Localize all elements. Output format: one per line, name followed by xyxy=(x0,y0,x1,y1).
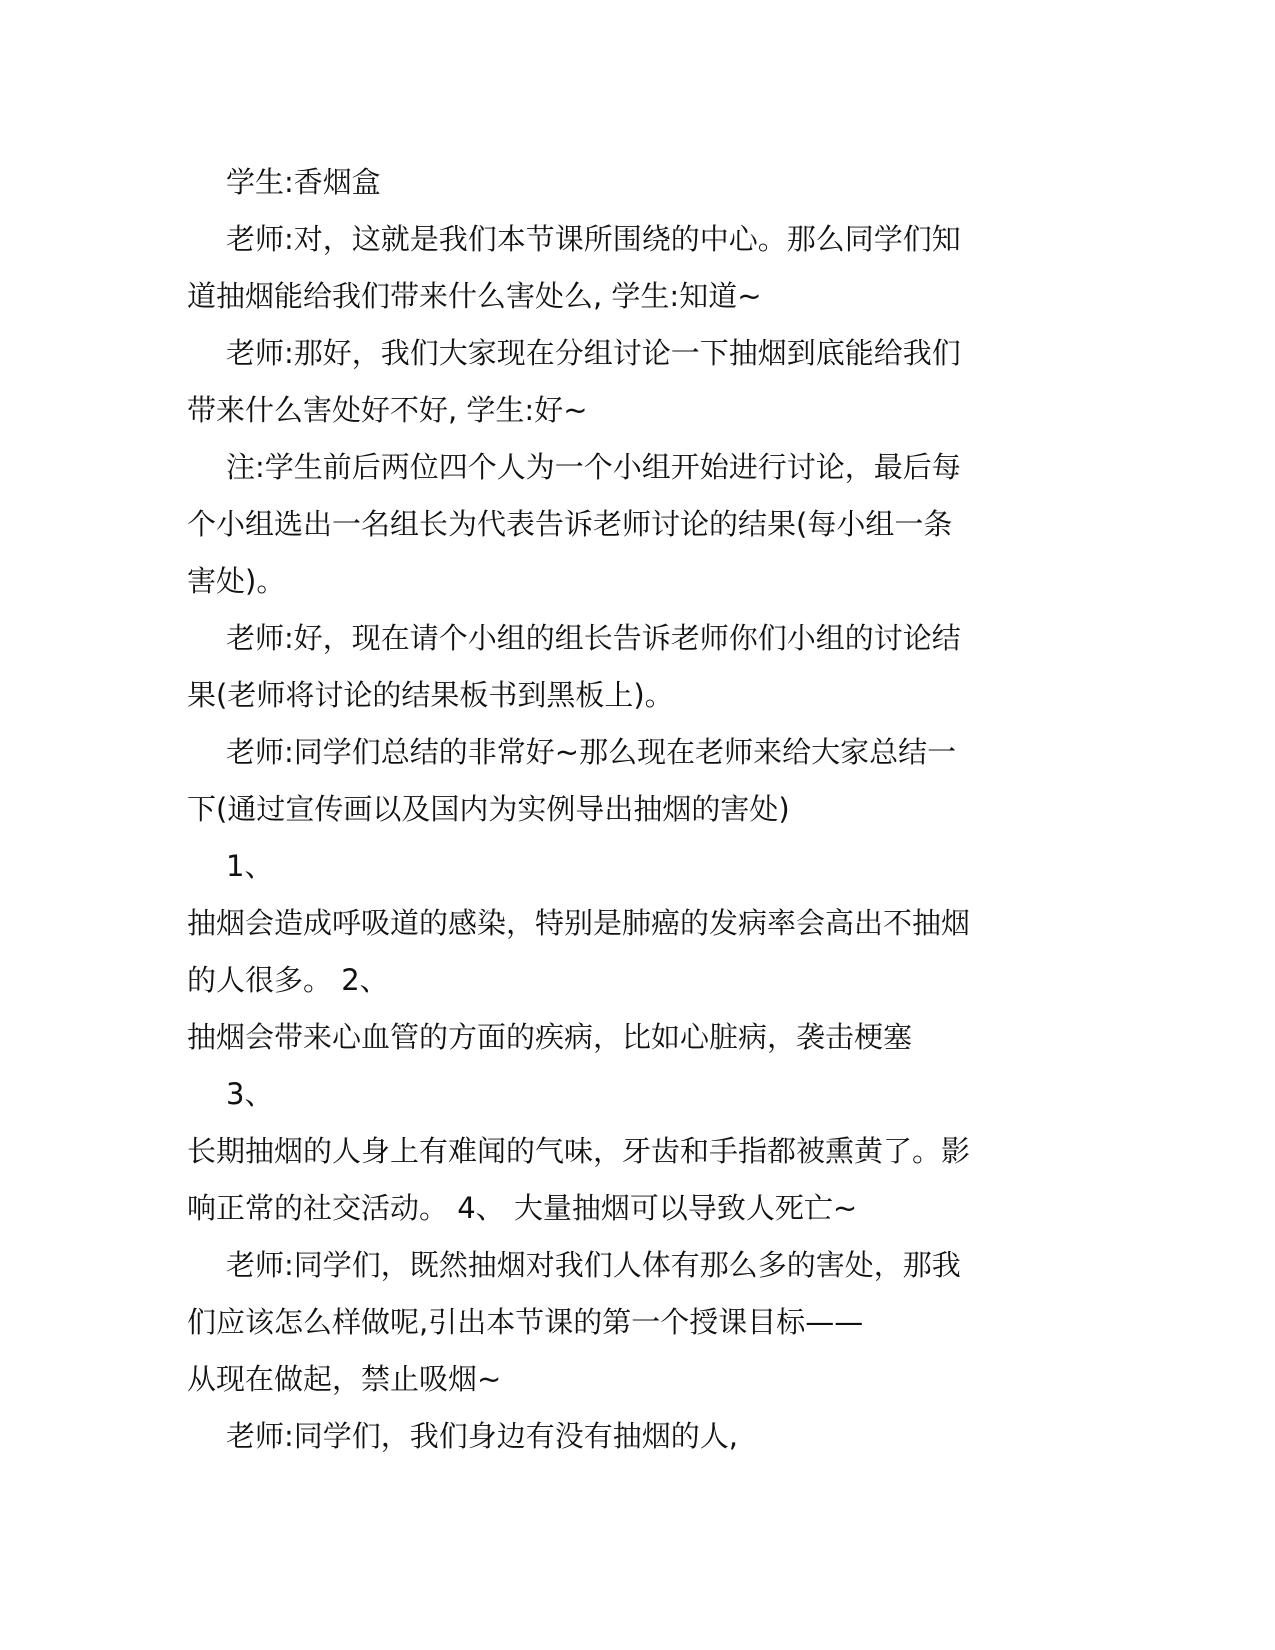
text-line: 们应该怎么样做呢,引出本节课的第一个授课目标—— xyxy=(187,1305,864,1339)
document-body xyxy=(187,154,1087,1465)
text-line: 注:学生前后两位四个人为一个小组开始进行讨论，最后每 xyxy=(226,450,961,484)
text-line: 老师:对，这就是我们本节课所围绕的中心。那么同学们知 xyxy=(226,222,961,256)
text-line: 下(通过宣传画以及国内为实例导出抽烟的害处) xyxy=(187,792,790,826)
text-line: 老师:同学们，我们身边有没有抽烟的人, xyxy=(226,1419,738,1453)
text-line: 从现在做起，禁止吸烟~ xyxy=(187,1362,502,1396)
text-line: 老师:同学们总结的非常好~那么现在老师来给大家总结一 xyxy=(226,735,957,769)
text-line: 老师:同学们，既然抽烟对我们人体有那么多的害处，那我 xyxy=(226,1248,961,1282)
text-line: 1、 xyxy=(226,849,274,883)
text-line: 抽烟会造成呼吸道的感染，特别是肺癌的发病率会高出不抽烟 xyxy=(187,906,971,940)
text-line: 长期抽烟的人身上有难闻的气味，牙齿和手指都被熏黄了。影 xyxy=(187,1134,971,1168)
text-line: 害处)。 xyxy=(187,564,286,598)
text-line: 老师:那好，我们大家现在分组讨论一下抽烟到底能给我们 xyxy=(226,336,961,370)
text-line: 果(老师将讨论的结果板书到黑板上)。 xyxy=(187,678,674,712)
text-line: 3、 xyxy=(226,1077,274,1111)
text-line: 抽烟会带来心血管的方面的疾病，比如心脏病，袭击梗塞 xyxy=(187,1020,913,1054)
text-line: 个小组选出一名组长为代表告诉老师讨论的结果(每小组一条 xyxy=(187,507,953,541)
text-line: 道抽烟能给我们带来什么害处么, 学生:知道~ xyxy=(187,279,762,313)
text-line: 学生:香烟盒 xyxy=(226,165,381,199)
text-line: 的人很多。 2、 xyxy=(187,963,389,997)
text-line: 带来什么害处好不好, 学生:好~ xyxy=(187,393,588,427)
text-line: 老师:好，现在请个小组的组长告诉老师你们小组的讨论结 xyxy=(226,621,961,655)
text-line: 响正常的社交活动。 4、 大量抽烟可以导致人死亡~ xyxy=(187,1191,858,1225)
